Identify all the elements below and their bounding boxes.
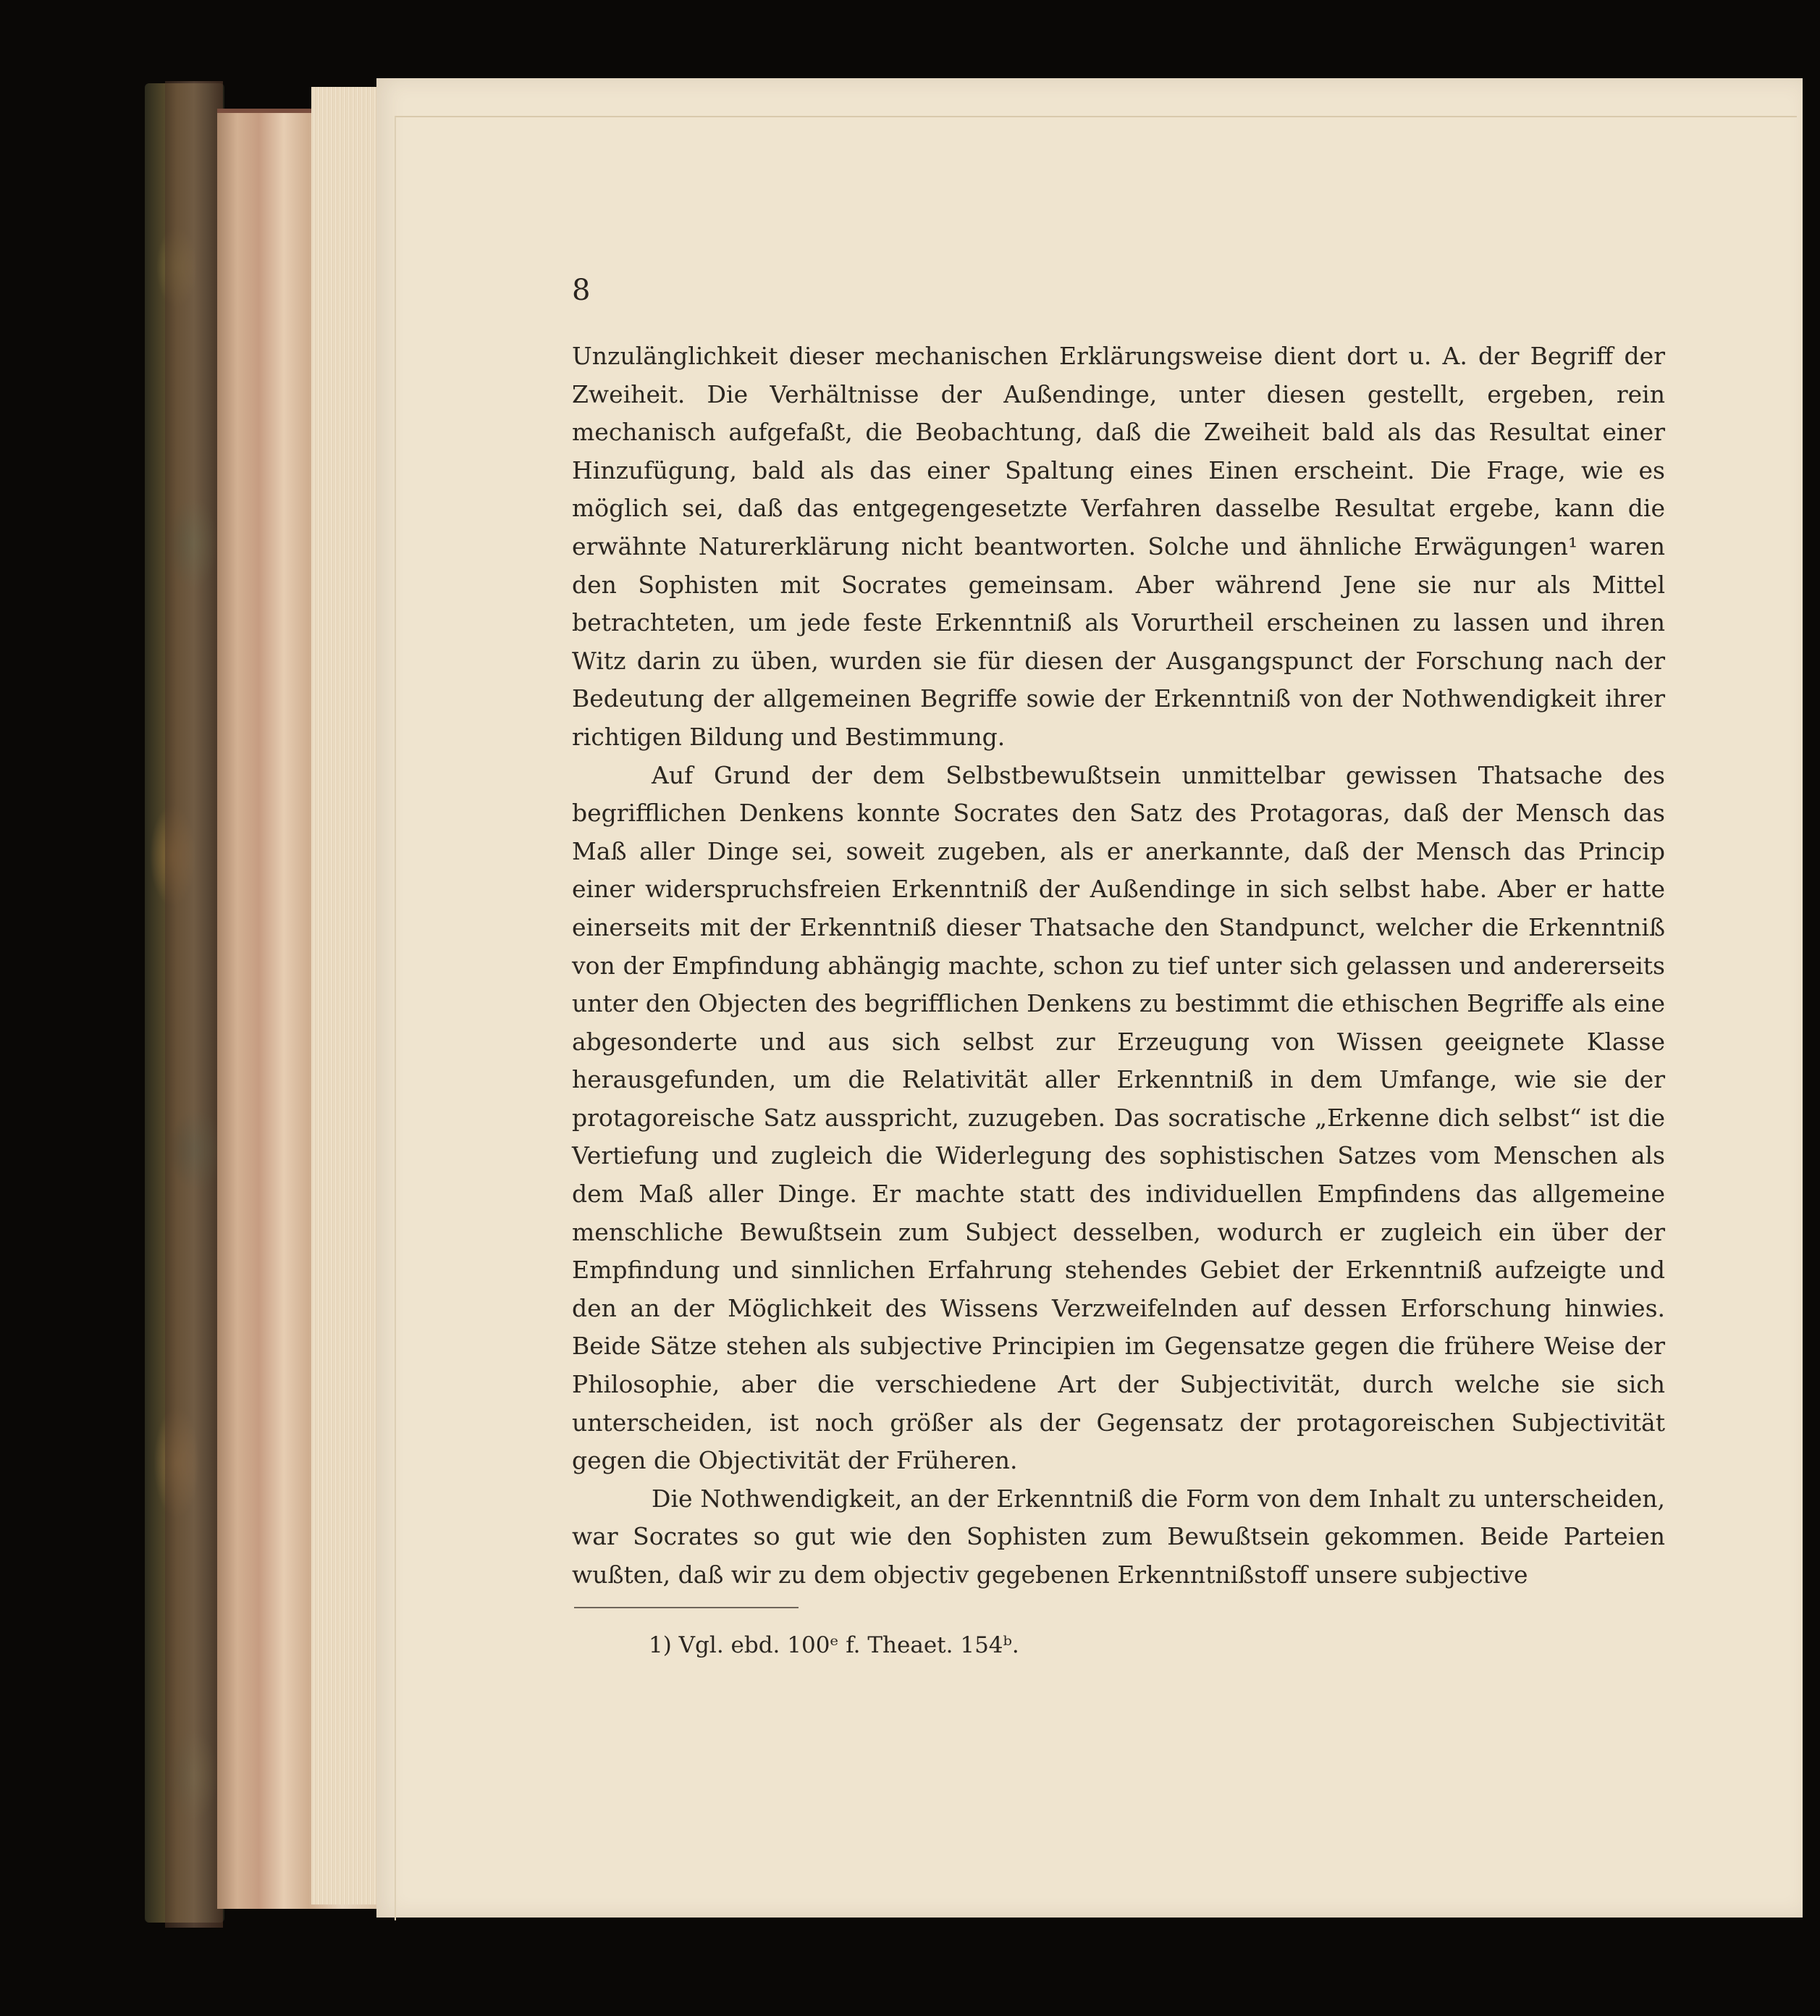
paragraph: Die Nothwendigkeit, an der Erkenntniß die Form von dem Inhalt zu unterscheiden, war Socrates so gut wie den Sophisten zum Bewußtsein gekommen. Beide Parteien wußten, daß wir zu dem objectiv gegebenen Erkenntnißstoff unsere subjective	[572, 1484, 1665, 1589]
footnote-rule	[574, 1607, 799, 1608]
paragraph: Auf Grund der dem Selbstbewußtsein unmittelbar gewissen Thatsache des begrifflichen Denkens konnte Socrates den Satz des Protagoras, daß der Mensch das Maß aller Dinge sei, soweit zugeben, als er anerkannte, daß der Mensch das Princip einer widerspruchsfreien Erkenntniß der Außendinge in sich selbst habe. Aber er hatte einerseits mit der Erkenntniß dieser Thatsache den Standpunct, welcher die Erkenntniß von der Empfindung abhängig machte, schon zu tief unter sich gelassen und andererseits unter den Objecten des begrifflichen Denkens zu bestimmt die ethischen Begriffe als eine abgesonderte und aus sich selbst zur Erzeugung von Wissen geeignete Klasse herausgefunden, um die Relativität aller Erkenntniß in dem Umfange, wie sie der protagoreische Satz ausspricht, zuzugeben. Das socratische „Erkenne dich selbst“ ist die Vertiefung und zugleich die Widerlegung des sophistischen Satzes vom Menschen als dem Maß aller Dinge. Er machte statt des individuellen Empfindens das allgemeine menschliche Bewußtsein zum Subject desselben, wodurch er zugleich ein über der Empfindung und sinnlichen Erfahrung stehendes Gebiet der Erkenntniß aufzeigte und den an der Möglichkeit des Wissens Verzweifelnden auf dessen Erforschung hinwies. Beide Sätze stehen als subjective Principien im Gegensatze gegen die frühere Weise der Philosophie, aber die verschiedene Art der Subjectivität, durch welche sie sich unterscheiden, ist noch größer als der Gegensatz der protagoreischen Subjectivität gegen die Objectivität der Früheren.	[572, 760, 1665, 1475]
paragraph: Unzulänglichkeit dieser mechanischen Erklärungsweise dient dort u. A. der Begriff der Zweiheit. Die Verhältnisse der Außendinge, unter diesen gestellt, ergeben, rein mechanisch aufgefaßt, die Beobachtung, daß die Zweiheit bald als das Resultat einer Hinzufügung, bald als das einer Spaltung eines Einen erscheint. Die Frage, wie es möglich sei, daß das entgegengesetzte Verfahren dasselbe Resultat ergebe, kann die erwähnte Naturerklärung nicht beantworten. Solche und ähnliche Erwägungen¹ waren den Sophisten mit Socrates gemeinsam. Aber während Jene sie nur als Mittel betrachteten, um jede feste Erkenntniß als Vorurtheil erscheinen zu lassen und ihren Witz darin zu üben, wurden sie für diesen der Ausgangspunct der Forschung nach der Bedeutung der allgemeinen Begriffe sowie der Erkenntniß von der Nothwendigkeit ihrer richtigen Bildung und Bestimmung.	[572, 342, 1665, 751]
cover-edge	[165, 81, 223, 1928]
page-number: 8	[572, 274, 591, 307]
footnote: 1) Vgl. ebd. 100ᵉ f. Theaet. 154ᵇ.	[649, 1632, 1019, 1658]
body-text	[572, 337, 1665, 1595]
